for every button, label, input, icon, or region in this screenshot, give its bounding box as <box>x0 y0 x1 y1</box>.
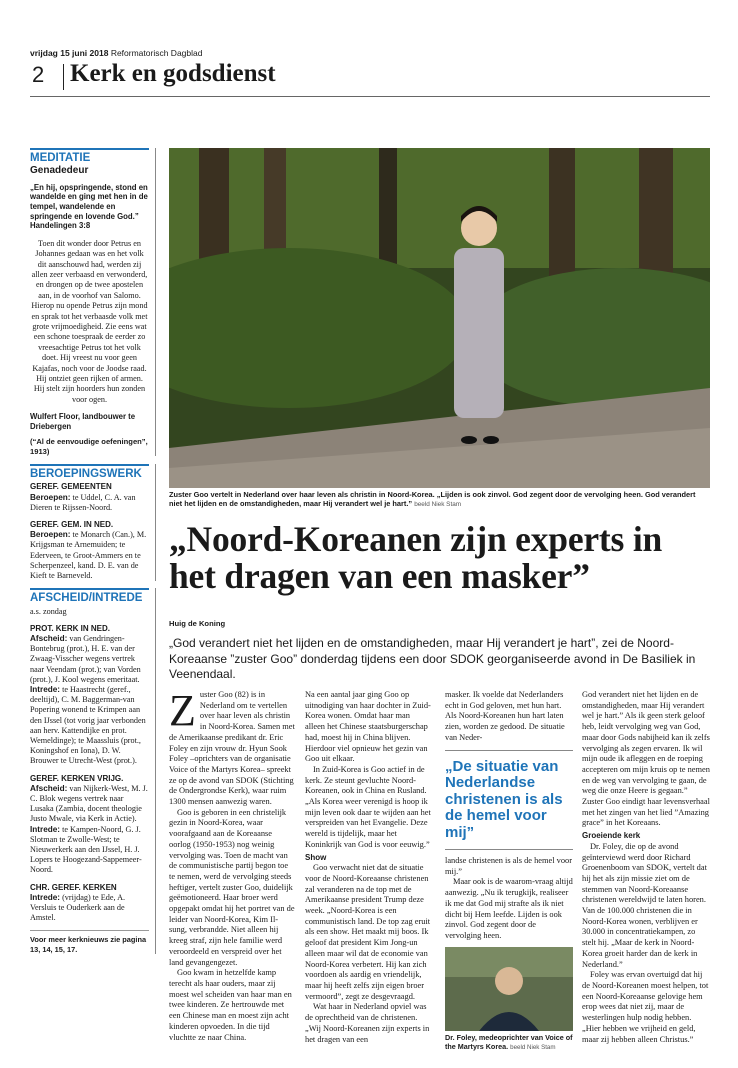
main-photo <box>169 148 710 488</box>
pull-quote-text: „De situatie van Nederlandse christenen is als de hemel voor mij” <box>445 757 563 841</box>
section-divider <box>63 64 64 90</box>
photo-caption <box>169 490 710 510</box>
page-number: 2 <box>32 62 45 87</box>
article-column-1 <box>169 686 295 1043</box>
section-header <box>30 60 710 96</box>
meditatie-title: Genadedeur <box>30 165 89 177</box>
article-paragraph: Dr. Foley, die op de avond geïnterviewd werd door Richard Groenenboom van SDOK, vertelt dat hij het als zijn missie ziet om de stemmen van Noord-Koreaanse christenen wereldwijd te laten horen. Van de 100.000 christenen die in Noord-Korea wonen, verblijven er 30.000 in concentratiekampen, zo stelt hij. „Maar de kerk in Noord-Korea groeit harder dan de kerk in Nederland.” <box>582 841 707 969</box>
afscheid-block <box>30 774 149 876</box>
article-column-4 <box>582 690 710 1045</box>
photo-caption-text: Zuster Goo vertelt in Nederland over haar leven als christin in Noord-Korea. „Lijden is ook zinvol. God zegent door de vervolging heen. God verandert niet het lijden en de omstandigheden, maar Hij verandert wel je hart.” <box>169 490 696 509</box>
article-byline: Huig de Koning <box>169 619 226 628</box>
intrede-text: (vrijdag) te Ede, A. Versluis te Ouderkerk aan de Amstel. <box>30 892 126 923</box>
article-paragraph: Zuster Goo (82) is in Nederland om te vertellen over haar leven als christin in Noord-Korea. Samen met de Amerikaanse predikant dr. Eric Foley en zijn vrouw dr. Hyun Sook Foley –oprichters van de organisatie Voice of the Martyrs Korea– spreekt ze op de avond van SDOK (Stichting de Ondergrondse Kerk), waar ruim 1300 mensen aanwezig waren. <box>169 686 295 807</box>
article-lead: „God verandert niet het lijden en de omstandigheden, maar Hij verandert je hart”, zei de Noord-Koreaanse ”zuster Goo” donderdag tijdens een door SDOK georganiseerde avond in De Basiliek in Veenendaal. <box>169 636 696 682</box>
afscheid-church: CHR. GEREF. KERKEN <box>30 882 117 892</box>
beroep-block <box>30 520 149 581</box>
meditatie-text: Toen dit wonder door Petrus en Johannes gedaan was en het volk dit aanschouwd had, werden zij allen zeer verbaasd en verwonderd, en drongen op de twee apostelen aan, in de voorhof van Salomo. Hierop nu opende Petrus zijn mond en sprak tot het verbaasde volk met grote vrijmoedigheid. Zie eens wat een schone toespraak de eerder zo vreesachtige Petrus tot het volk doet. Hij vreest nu voor geen Kajafas, noch voor de Joodse raad. Hij ontziet geen rijken of armen. Hij stelt zijn hoorders hun zonden voor ogen. <box>31 238 148 404</box>
header-rule <box>30 96 710 97</box>
afscheid-block <box>30 624 149 767</box>
portrait-photo <box>445 947 573 1031</box>
article-paragraph: masker. Ik voelde dat Nederlanders echt in God geloven, met hun hart. Als Noord-Koreanen hun hart laten zien, worden ze gedood. De situatie van Neder- <box>445 690 565 742</box>
beroep-block <box>30 482 149 513</box>
article-paragraph: Goo is geboren in een christelijk gezin in Noord-Korea, waar voorafgaand aan de Koreaanse oorlog (1950-1953) nog weinig vervolging was. Toen de macht van de communistische partij begon toe te nemen, werd de vervolging steeds heftiger, vertelt zuster Goo, duidelijk geëmotioneerd. Haar broer werd opgepakt omdat hij het portret van de leider van Noord-Korea, Kim Il-sung, verbrandde. Niet alleen hij kreeg straf, zijn hele familie werd veroordeeld en verspreid over het land gevangengezet. <box>169 807 295 967</box>
portrait-illustration <box>445 947 573 1031</box>
afscheid-note: a.s. zondag <box>30 606 67 616</box>
beroep-church: GEREF. GEM. IN NED. <box>30 519 114 529</box>
meditatie-author: Wulfert Floor, landbouwer te Driebergen <box>30 412 136 431</box>
afscheid-block <box>30 883 149 924</box>
beroep-label: Beroepen: <box>30 492 71 502</box>
masthead-paper: Reformatorisch Dagblad <box>110 48 203 58</box>
meditatie-box <box>30 148 156 456</box>
section-title: Kerk en godsdienst <box>70 60 276 87</box>
meditatie-source: (“Al de eenvoudige oefeningen”, 1913) <box>30 437 148 456</box>
article-paragraph: God verandert niet het lijden en de omstandigheden, maar Hij verandert wel je hart.” Als ik geen sterk geloof heb, leidt vervolging weg van God, maar door Gods nabijheid kan ik zelfs vervolging als zegen ervaren. Ik wil mijn oude ik afleggen en de roeping accepteren om mijn kruis op te nemen en de weg van vervolging te gaan, de weg die onze Heere is gegaan.” Zuster Goo eindigt haar levensverhaal met het zingen van het lied ”Amazing grace” in het Koreaans. <box>582 690 710 828</box>
article-paragraph: Goo kwam in hetzelfde kamp terecht als haar ouders, maar zij moest wel scheiden van haar man en twee kinderen. Ze hertrouwde met een Chinese man en moest zijn acht kinderen opvoeden. In die tijd vluchtte ze naar China. <box>169 968 292 1042</box>
beroep-text: te Monarch (Can.), M. Krijgsman te Arnemuiden; te Ederveen, te Groot-Ammers en te Scherpenzeel, kand. D. E. van de Kieft te Barneveld. <box>30 530 147 580</box>
afscheid-church: PROT. KERK IN NED. <box>30 623 111 633</box>
meditatie-heading: MEDITATIE <box>30 148 149 163</box>
afscheid-box <box>30 588 156 954</box>
beroepingswerk-box <box>30 464 156 581</box>
article-column-2 <box>305 690 431 1045</box>
beroep-text: te Uddel, C. A. van Dieren te Rijssen-Noord. <box>30 492 136 512</box>
forest-photo-illustration <box>169 148 710 488</box>
masthead-date: vrijdag 15 juni 2018 <box>30 48 109 58</box>
article-paragraph: Foley was ervan overtuigd dat hij de Noord-Koreanen moest helpen, tot een Noord-Koreaanse gelovige hem erop wees dat niet zij, maar de westerlingen hulp nodig hebben. „Hier hebben we vrijheid en geld, maar zij hebben alleen Christus.” <box>582 970 709 1044</box>
beroep-church: GEREF. GEMEENTEN <box>30 482 112 492</box>
article-subheading: Groeiende kerk <box>582 831 641 841</box>
intrede-label: Intrede: <box>30 892 61 902</box>
beroepingswerk-heading: BEROEPINGSWERK <box>30 464 149 479</box>
afscheid-text: van Nijkerk-West, M. J. C. Blok wegens vertrek naar Lusaka (Zambia, docent theologie Justo Mwale, via Kerk in Actie). <box>30 783 148 824</box>
drop-cap: Z <box>169 686 196 735</box>
article-paragraph: Wat haar in Nederland opviel was de oprechtheid van de christenen. „Wij Noord-Koreanen zijn experts in het dragen van een <box>305 1002 430 1044</box>
article-paragraph: landse christenen is als de hemel voor mij.” <box>445 856 572 876</box>
pull-quote <box>445 750 573 851</box>
masthead <box>30 48 710 58</box>
article-paragraph: Na een aantal jaar ging Goo op uitnodiging van haar dochter in Zuid-Korea wonen. Omdat haar man alleen het Chinese staatsburgerschap had, moest hij in China blijven. Hierdoor viel opnieuw het gezin van Goo uit elkaar. <box>305 690 431 764</box>
portrait-credit: beeld Niek Stam <box>510 1043 556 1051</box>
portrait-caption-text: Dr. Foley, medeoprichter van Voice of the Martyrs Korea. <box>445 1032 573 1051</box>
article-paragraph: Maar ook is de waarom-vraag altijd aanwezig. „Nu ik terugkijk, realiseer ik me dat God mij strafte als ik niet dicht bij Hem leefde. Lijden is ook zinvol. God zegent door de vervolging heen. <box>445 877 573 940</box>
afscheid-church: GEREF. KERKEN VRIJG. <box>30 773 124 783</box>
beroep-label: Beroepen: <box>30 530 71 540</box>
article-paragraph: In Zuid-Korea is Goo actief in de kerk. Ze steunt gevluchte Noord-Koreanen, ook in China en Rusland. „Als Korea weer verenigd is hoop ik mijn leven ook daar te wijden aan het verspreiden van het Evangelie. Deze wereld is tijdelijk, maar het Koninkrijk van God is voor eeuwig.” <box>305 764 431 849</box>
photo-credit: beeld Niek Stam <box>414 501 462 509</box>
afscheid-text: van Gendringen-Bontebrug (prot.), H. E. van der Zwaag-Visscher wegens vertrek naar Veendam (prot.); van Vorden (prot.), J. Kool wegens emeritaat. <box>30 633 141 684</box>
meditatie-quote: „En hij, opspringende, stond en wandelde en ging met hen in de tempel, wandelende en springende en lovende God.” Handelingen 3:8 <box>30 182 148 231</box>
portrait-caption <box>445 1033 573 1052</box>
more-news-note: Voor meer kerknieuws zie pagina 13, 14, 15, 17. <box>30 930 149 954</box>
afscheid-label: Afscheid: <box>30 633 68 643</box>
afscheid-heading: AFSCHEID/INTREDE <box>30 588 149 603</box>
sidebar <box>30 148 156 954</box>
intrede-text: te Kampen-Noord, G. J. Slotman te Zwolle-West; te Nieuwerkerk aan den IJssel, H. J. Lopers te Hoogezand-Sappemeer-Noord. <box>30 824 142 875</box>
article-headline: „Noord-Koreanen zijn experts in het dragen van een masker” <box>169 519 663 596</box>
article-paragraph: Goo verwacht niet dat de situatie voor de Noord-Koreaanse christenen zal veranderen na de top met de Amerikaanse president Trump deze week. „Noord-Korea is een communistisch land. De top zag eruit als een show. Het maakt mij boos. Ik geloof dat president Kim Jong-un alleen maar wil dat de economie van Noord-Korea verbetert. Hij kan zich voordoen als aardig en vriendelijk, maar hij heeft zelfs zijn eigen broer vermoord”, zegt ze desgevraagd. <box>305 863 431 1001</box>
article-subheading: Show <box>305 852 327 862</box>
article-column-3 <box>445 690 573 1052</box>
afscheid-label: Afscheid: <box>30 783 68 793</box>
intrede-label: Intrede: <box>30 824 61 834</box>
intrede-text: te Haastrecht (geref., deeltijd), C. M. Baggerman-van Popering wonend te Krimpen aan den IJssel (tot vorig jaar verbonden aan herv. Kattendijke en prot. Wemeldinge); te Maassluis (prot., Koningshof en Iona), D. W. Brouwer te Utrecht-West (prot.). <box>30 684 146 766</box>
intrede-label: Intrede: <box>30 684 61 694</box>
